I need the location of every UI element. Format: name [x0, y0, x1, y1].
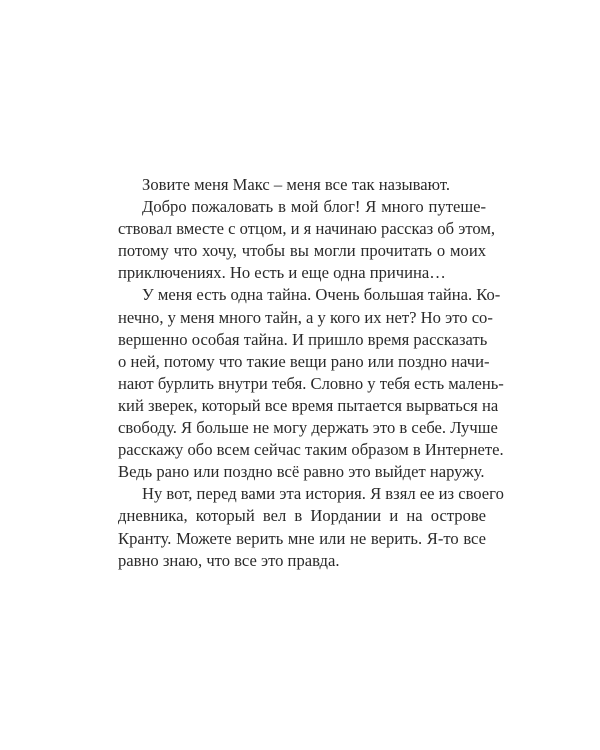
text-line: дневника, который вел в Иордании и на острове: [118, 506, 486, 526]
text-line: Зовите меня Макс – меня все так называют.: [142, 175, 450, 194]
text-line: Добро пожаловать в мой блог! Я много путеше-: [142, 197, 486, 217]
text-line: приключениях. Но есть и еще одна причина…: [118, 263, 446, 283]
text-line: У меня есть одна тайна. Очень большая тайна. Ко-: [142, 285, 501, 305]
paragraph-3: [118, 284, 504, 483]
paragraph-1: [118, 174, 486, 196]
text-line: вершенно особая тайна. И пришло время рассказать: [118, 329, 488, 349]
paragraph-4: [118, 483, 504, 571]
text-line: Кранту. Можете верить мне или не верить. Я-то все: [118, 528, 486, 548]
text-line: Ведь рано или поздно всё равно это выйдет наружу.: [118, 462, 485, 482]
paragraph-2: [118, 196, 496, 284]
text-line: потому что хочу, чтобы вы могли прочитать о моих: [118, 241, 486, 261]
text-line: расскажу обо всем сейчас таким образом в Интернете.: [118, 440, 504, 460]
text-line: ствовал вместе с отцом, и я начинаю рассказ об этом,: [118, 219, 496, 239]
text-line: кий зверек, который все время пытается вырваться на: [118, 395, 499, 415]
text-line: свободу. Я больше не могу держать это в себе. Лучше: [118, 418, 498, 438]
text-line: Ну вот, перед вами эта история. Я взял ее из своего: [142, 484, 504, 504]
text-line: равно знаю, что все это правда.: [118, 550, 340, 570]
text-line: о ней, потому что такие вещи рано или поздно начи-: [118, 351, 490, 371]
text-line: нечно, у меня много тайн, а у кого их нет? Но это со-: [118, 307, 493, 327]
text-line: нают бурлить внутри тебя. Словно у тебя есть малень-: [118, 373, 504, 393]
body-text: [118, 174, 504, 572]
